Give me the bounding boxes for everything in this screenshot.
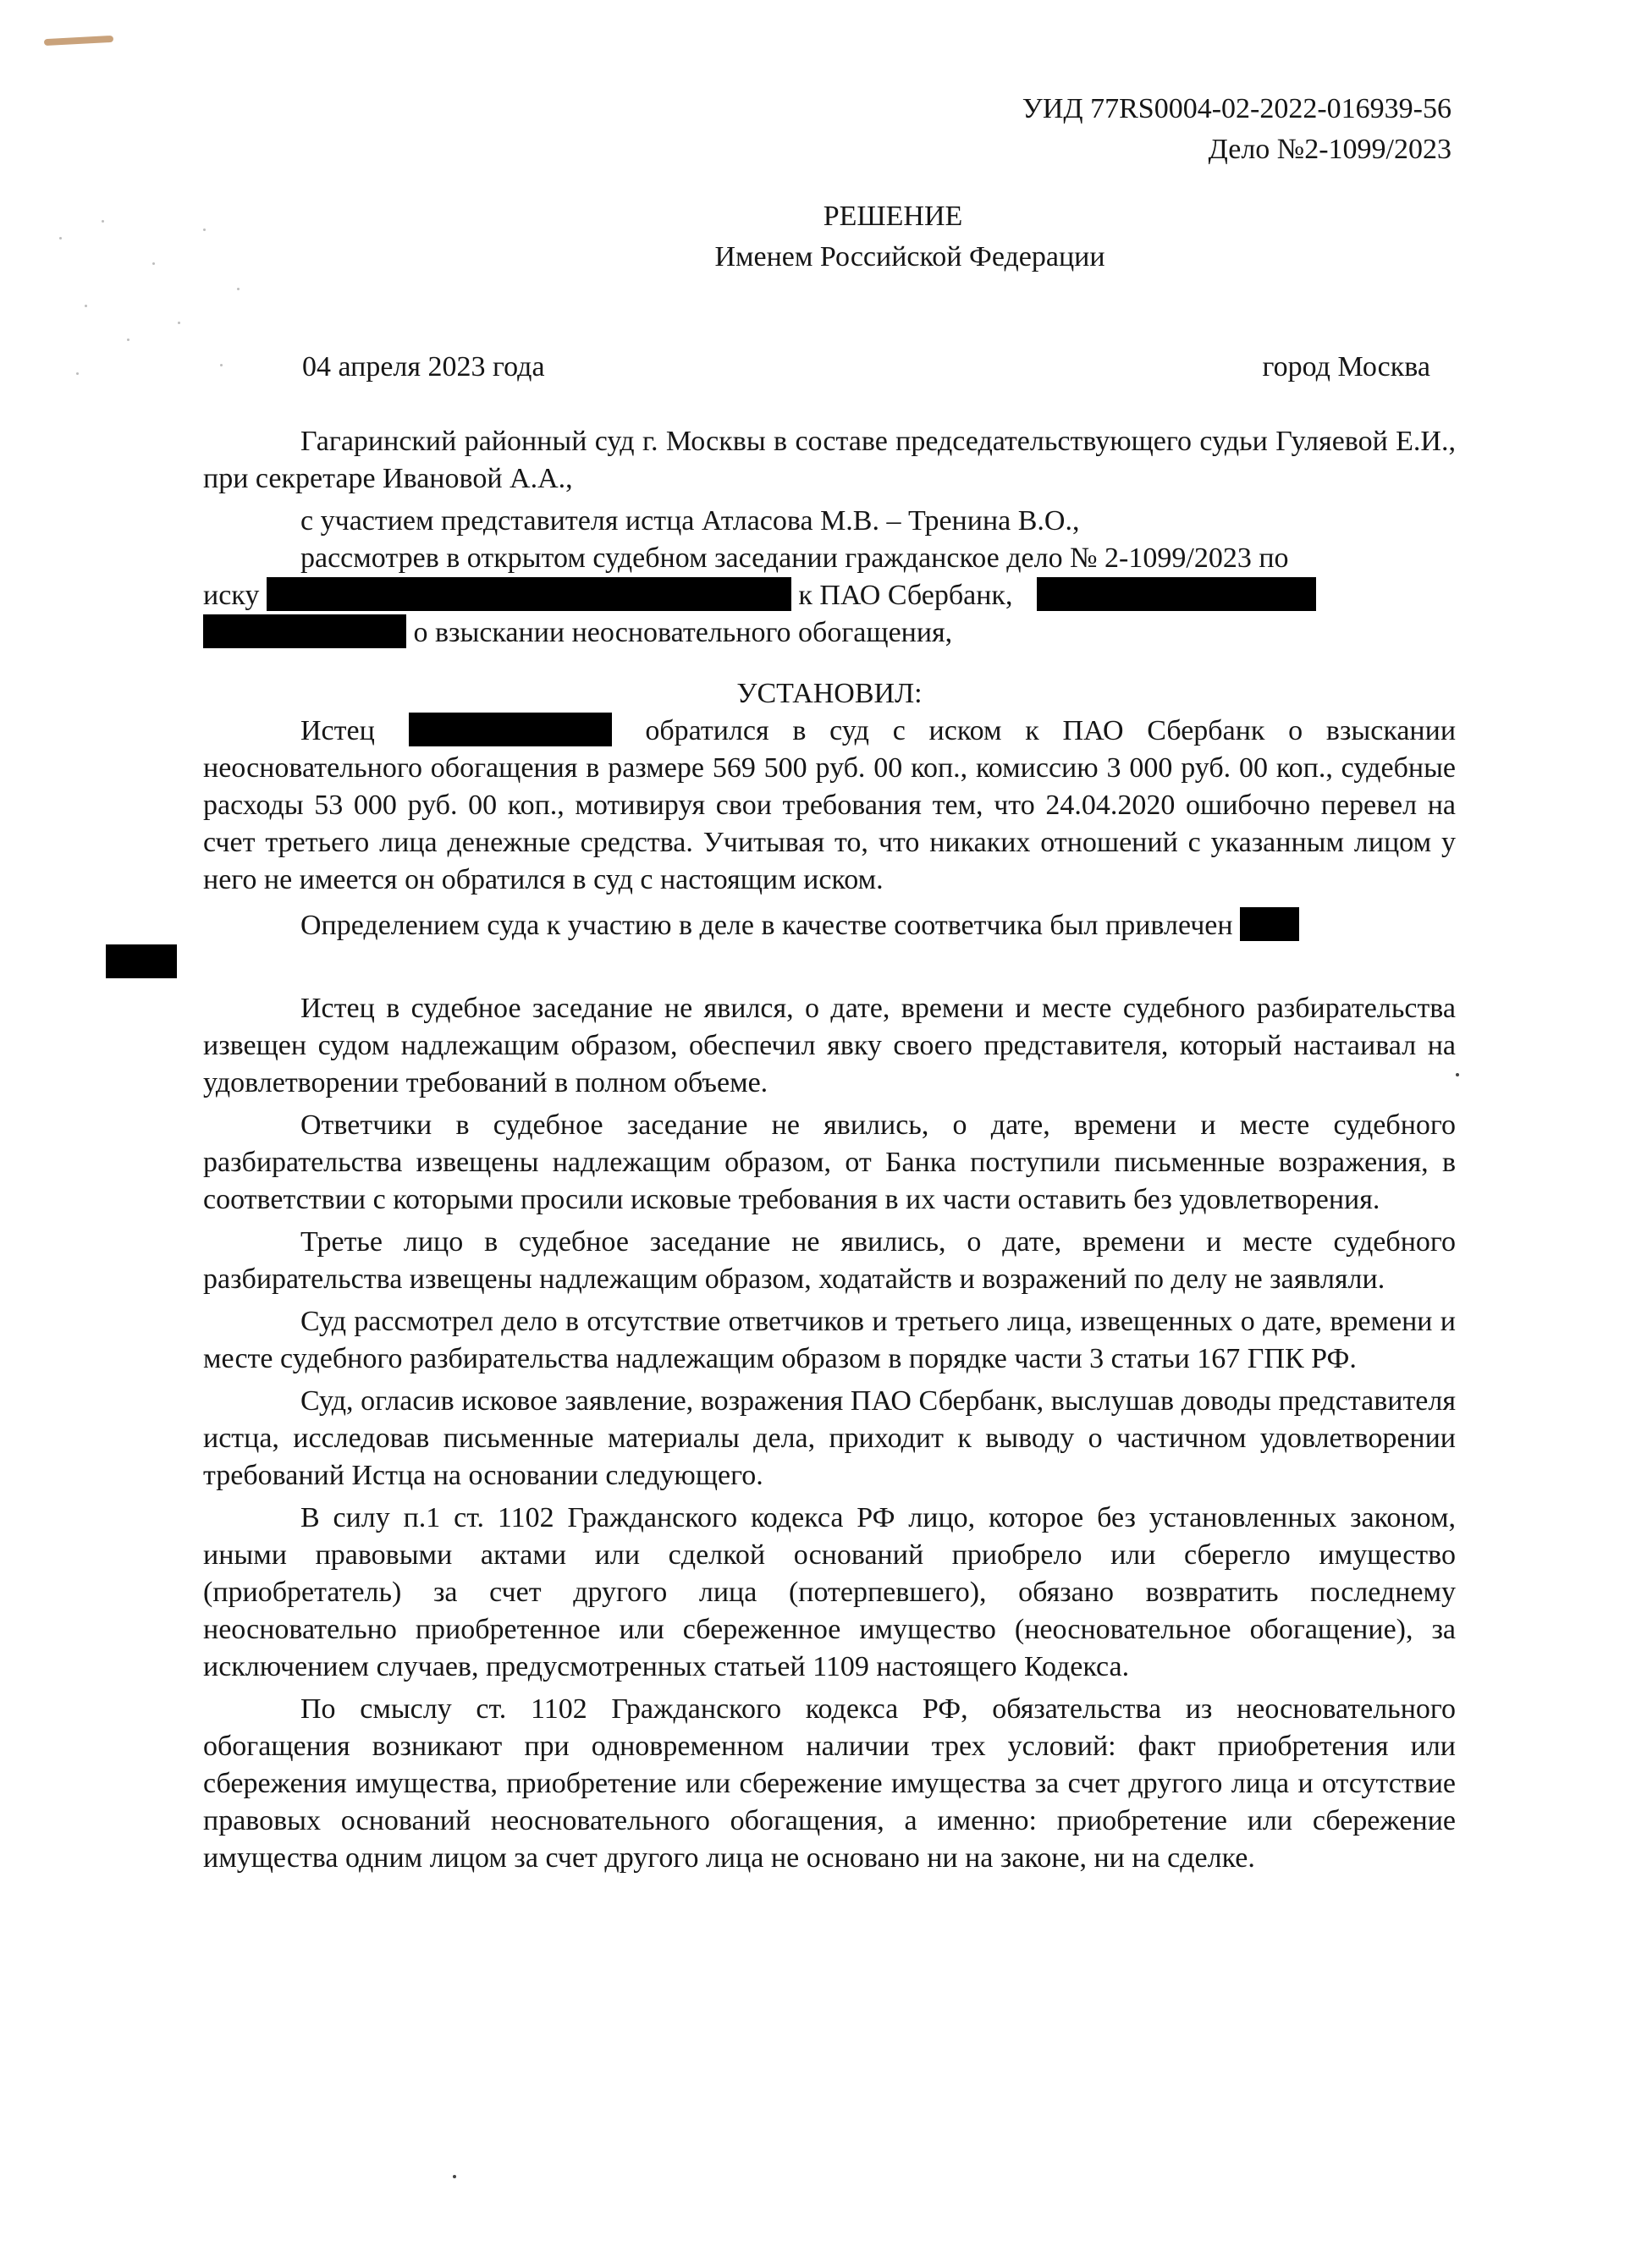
case-number: Дело №2-1099/2023: [1208, 134, 1451, 165]
intro-subject: о взыскании неосновательного обогащения,: [203, 614, 1456, 652]
redaction-block: [1240, 907, 1299, 941]
scan-dot: [1456, 1073, 1459, 1076]
section-heading: УСТАНОВИЛ:: [736, 678, 923, 709]
redaction-block: [409, 713, 612, 746]
paragraph-defendants-absent: Ответчики в судебное заседание не явились, о дате, времени и месте судебного разбирательства извещены надлежащим образом, от Банка поступили письменные возражения, в соответствии с которыми просили исковые требования в их части оставить без удовлетворения.: [203, 1109, 1456, 1215]
paragraph-court-conclusion: Суд, огласив исковое заявление, возражения ПАО Сбербанк, выслушав доводы представителя истца, исследовав письменные материалы дела, приходит к выводу о частичном удовлетворении требований Истца на основании следующего.: [203, 1385, 1456, 1491]
decision-date: 04 апреля 2023 года: [302, 351, 545, 383]
document-title: [0, 196, 1625, 278]
date-place-line: [302, 347, 1430, 388]
paragraph-absence-review: Суд рассмотрел дело в отсутствие ответчиков и третьего лица, извещенных о дате, времени и месте судебного разбирательства надлежащим образом в порядке части 3 статьи 167 ГПК РФ.: [203, 1306, 1456, 1374]
paper-mark: [44, 36, 113, 46]
decision-city: город Москва: [1262, 351, 1430, 383]
scan-dot: [453, 2175, 456, 2178]
intro-claim: иску к ПАО Сбербанк,: [203, 577, 1456, 614]
paragraph-conditions: По смыслу ст. 1102 Гражданского кодекса РФ, обязательства из неосновательного обогащения возникают при одновременном наличии трех условий: факт приобретения или сбережения имущества, приобретение или сбережение имущества за счет другого лица и отсутствие правовых оснований неосновательного обогащения, а именно: приобретение или сбережение имущества одним лицом за счет другого лица не основано ни на законе, ни на сделке.: [203, 1693, 1456, 1874]
paragraph-third-party: Третье лицо в судебное заседание не явились, о дате, времени и месте судебного разбирательства извещены надлежащим образом, ходатайств и возражений по делу не заявляли.: [203, 1226, 1456, 1295]
redaction-block: [203, 614, 406, 648]
paragraph-claim: Истец обратился в суд с иском к ПАО Сбербанк о взыскании неосновательного обогащения в размере 569 500 руб. 00 коп., комиссию 3 000 руб. 00 коп., судебные расходы 53 000 руб. 00 коп., мотивируя свои требования тем, что 24.04.2020 ошибочно перевел на счет третьего лица денежные средства. Учитывая то, что никаких отношений с указанным лицом у него не имеется он обратился в суд с настоящим иском.: [203, 713, 1456, 899]
intro-considered: рассмотрев в открытом судебном заседании гражданское дело № 2-1099/2023 по: [300, 542, 1289, 574]
intro-participants: с участием представителя истца Атласова М.В. – Тренина В.О.,: [300, 505, 1080, 537]
paragraph-plaintiff-absent: Истец в судебное заседание не явился, о дате, времени и месте судебного разбирательства извещен судом надлежащим образом, обеспечил явку своего представителя, который настаивал на удовлетворении требований в полном объеме.: [203, 993, 1456, 1098]
document-body: [203, 423, 1456, 1882]
case-header: [1022, 89, 1451, 170]
redaction-block: [1037, 577, 1316, 611]
paragraph-article-1102: В силу п.1 ст. 1102 Гражданского кодекса РФ лицо, которое без установленных законом, иными правовыми актами или сделкой оснований приобрело или сберегло имущество (приобретатель) за счет другого лица (потерпевшего), обязано возвратить последнему неосновательно приобретенное или сбереженное имущество (неосновательное обогащение), за исключением случаев, предусмотренных статьей 1109 настоящего Кодекса.: [203, 1502, 1456, 1682]
title-sub: Именем Российской Федерации: [714, 241, 1105, 272]
case-uid: УИД 77RS0004-02-2022-016939-56: [1022, 93, 1451, 124]
title-main: РЕШЕНИЕ: [823, 201, 963, 232]
intro-court: Гагаринский районный суд г. Москвы в составе председательствующего судьи Гуляевой Е.И., при секретаре Ивановой А.А.,: [203, 426, 1456, 494]
paragraph-co-defendant: Определением суда к участию в деле в качестве соответчика был привлечен: [203, 907, 1456, 982]
redaction-block: [267, 577, 791, 611]
redaction-block: [106, 944, 177, 978]
